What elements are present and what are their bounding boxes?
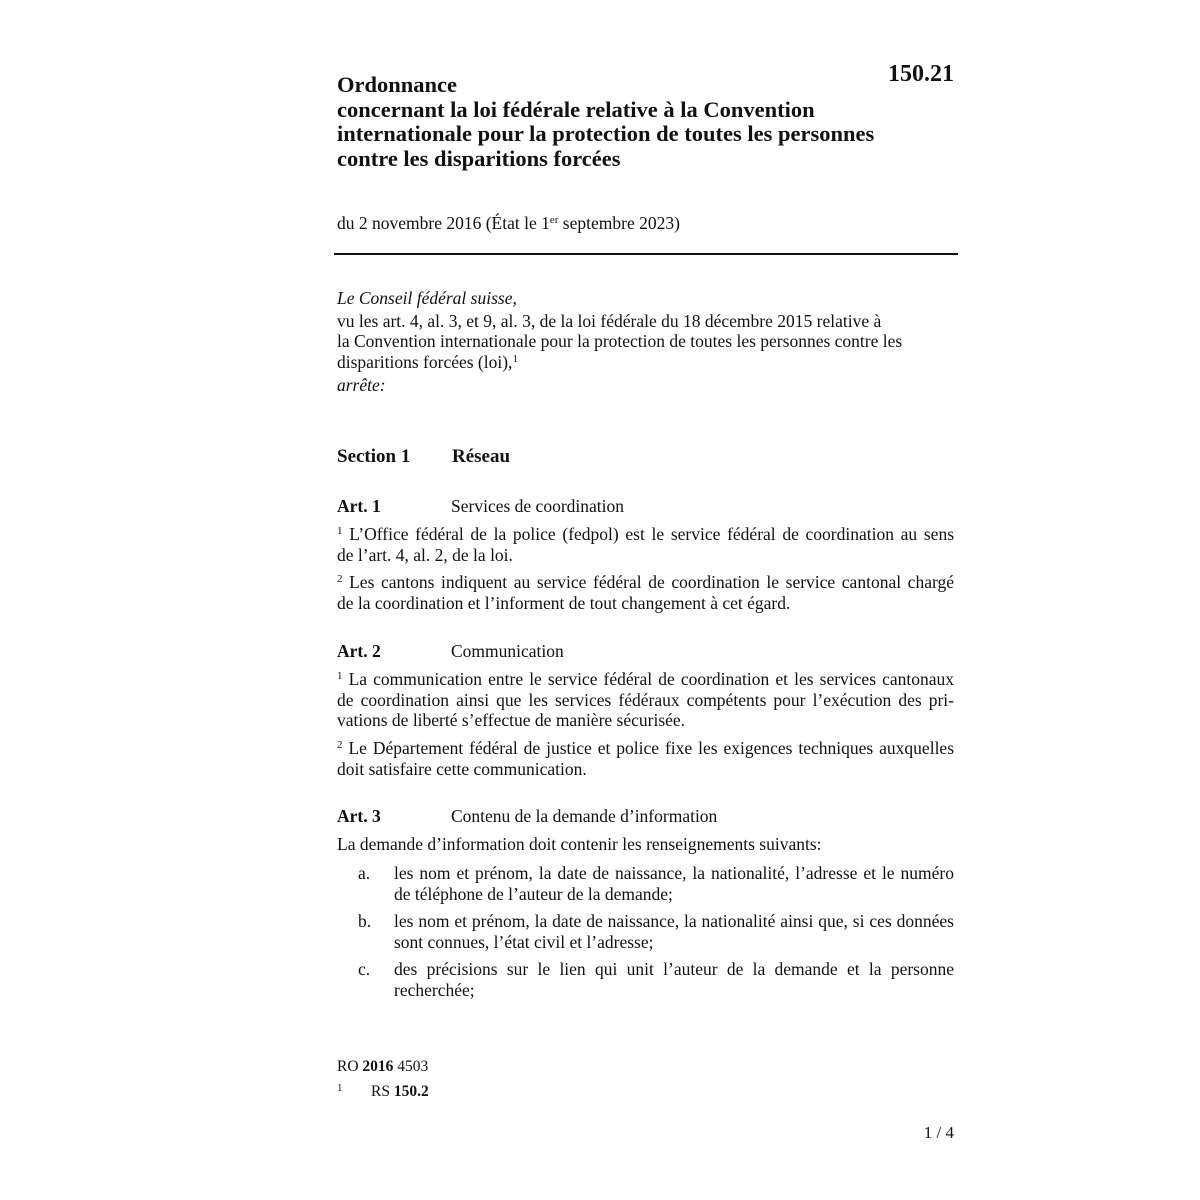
paragraph-line: vations de liberté s’effectue de manière sécurisée.	[337, 710, 686, 730]
list-line: les nom et prénom, la date de naissance, la nationalité ainsi que, si ces données	[394, 911, 954, 931]
paragraph-mark: 2	[337, 739, 343, 751]
list-line: recherchée;	[394, 979, 475, 1000]
article-heading	[337, 805, 717, 827]
article-paragraph	[337, 738, 954, 779]
paragraph-line	[337, 524, 954, 545]
sr-number: 150.21	[888, 61, 954, 87]
list-line: des précisions sur le lien qui unit l’auteur de la demande et la personne	[394, 959, 954, 979]
paragraph-line	[337, 669, 954, 690]
date-suffix: septembre 2023)	[558, 213, 680, 233]
title-divider	[334, 253, 958, 255]
article-title: Communication	[451, 641, 564, 661]
preamble-authority: Le Conseil fédéral suisse,	[337, 288, 517, 308]
paragraph-mark: 1	[337, 525, 343, 537]
document-page	[337, 0, 958, 1200]
article-number: Art. 2	[337, 641, 381, 661]
paragraph-line: de coordination ainsi que les services fédéraux compétents pour l’exécution des pri-	[337, 689, 954, 710]
preamble	[337, 288, 937, 396]
list-letter: b.	[358, 911, 372, 931]
ro-page: 4503	[393, 1058, 429, 1075]
preamble-decree: arrête:	[337, 375, 386, 395]
date-superscript: er	[549, 214, 559, 226]
paragraph-mark: 1	[337, 670, 343, 682]
article-paragraph	[337, 524, 954, 565]
paragraph-text: L’Office fédéral de la police (fedpol) est le service fédéral de coordination au sens	[349, 524, 955, 544]
title-line: contre les disparitions forcées	[337, 145, 621, 171]
date-prefix: du 2 novembre 2016 (État le 1	[337, 213, 550, 233]
paragraph-line: La demande d’information doit contenir les renseignements suivants:	[337, 834, 822, 854]
article-paragraph	[337, 669, 954, 731]
article-title: Contenu de la demande d’information	[451, 806, 718, 826]
page-title	[337, 73, 937, 171]
list-text	[394, 863, 954, 904]
article-paragraph	[337, 572, 954, 613]
paragraph-line	[337, 738, 954, 759]
title-line: Ordonnance	[337, 72, 458, 97]
footnote-prefix: RS	[371, 1083, 394, 1100]
list-line: les nom et prénom, la date de naissance, la nationalité, l’adresse et le numéro	[394, 863, 954, 883]
article-intro	[337, 834, 954, 855]
preamble-line: disparitions forcées (loi),	[337, 351, 513, 372]
ro-prefix: RO	[337, 1058, 363, 1075]
ro-year: 2016	[362, 1058, 394, 1075]
article-number: Art. 1	[337, 496, 381, 516]
preamble-line: vu les art. 4, al. 3, et 9, al. 3, de la loi fédérale du 18 décembre 2015 relative à	[337, 310, 882, 331]
footnote-link[interactable]: 150.2	[393, 1083, 429, 1100]
preamble-line-last	[337, 352, 937, 373]
date-line	[337, 211, 680, 235]
paragraph-line	[337, 572, 954, 593]
section-title: Réseau	[452, 446, 511, 467]
list-line: sont connues, l’état civil et l’adresse;	[394, 931, 654, 952]
article-heading	[337, 495, 624, 517]
paragraph-line: de la coordination et l’informent de tout changement à cet égard.	[337, 592, 791, 613]
paragraph-line: doit satisfaire cette communication.	[337, 758, 587, 779]
footnote-reference[interactable]: 1	[512, 352, 518, 365]
title-line: internationale pour la protection de toutes les personnes	[337, 121, 875, 146]
paragraph-text: Les cantons indiquent au service fédéral de coordination le service cantonal chargé	[349, 572, 954, 592]
list-letter: a.	[358, 863, 371, 883]
paragraph-mark: 2	[337, 573, 343, 585]
page-number: 1 / 4	[923, 1123, 954, 1142]
section-number: Section 1	[337, 446, 411, 467]
preamble-line: la Convention internationale pour la protection de toutes les personnes contre les	[337, 331, 903, 351]
footnote-number: 1	[337, 1082, 343, 1094]
paragraph-line: de l’art. 4, al. 2, de la loi.	[337, 544, 513, 565]
list-letter: c.	[358, 959, 371, 979]
title-line: concernant la loi fédérale relative à la Convention	[337, 96, 815, 122]
article-heading	[337, 640, 564, 662]
list-text	[394, 959, 954, 1000]
paragraph-text: Le Département fédéral de justice et police fixe les exigences techniques auxquelles	[348, 738, 955, 758]
footnote	[337, 1078, 429, 1102]
official-compilation-reference	[337, 1057, 428, 1077]
article-number: Art. 3	[337, 806, 381, 826]
section-heading	[337, 445, 510, 469]
article-title: Services de coordination	[451, 496, 625, 516]
list-text	[394, 911, 954, 952]
list-line: de téléphone de l’auteur de la demande;	[394, 883, 673, 904]
paragraph-text: La communication entre le service fédéral de coordination et les services cantonaux	[348, 669, 955, 689]
